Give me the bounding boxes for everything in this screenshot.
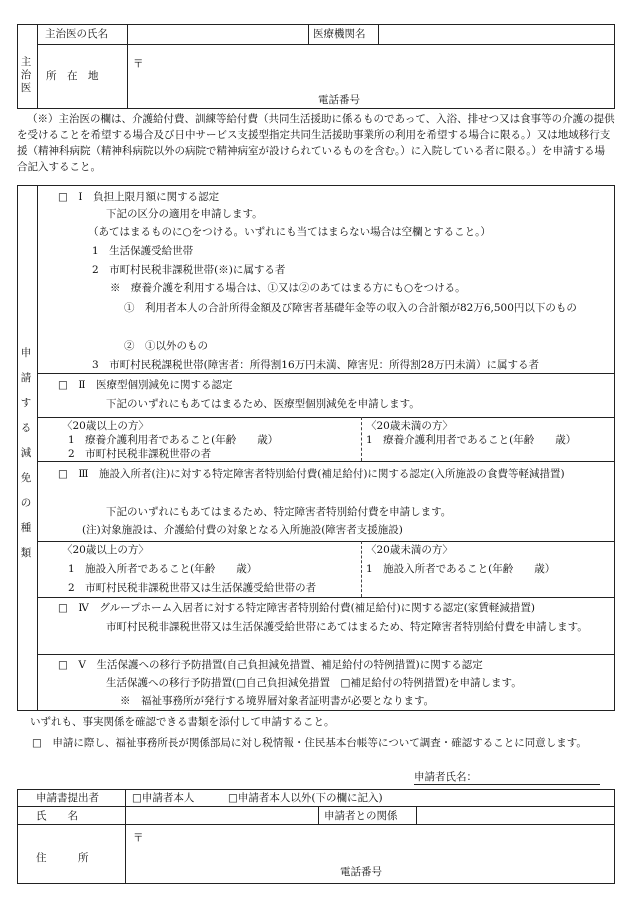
section-2-left-head: 〈20歳以上の方〉 [62,420,149,432]
section-3-left-head: 〈20歳以上の方〉 [62,544,149,556]
section-3-line: 下記のいずれにもあてはまるため、特定障害者特別給付費を申請します。 [106,506,452,518]
divider [37,24,38,109]
physician-side-char: 医 [20,82,32,94]
section-3-right-head: 〈20歳未満の方〉 [366,544,453,556]
section-1-sub: ① 利用者本人の合計所得金額及び障害者基礎年金等の収入の合計額が82万6,500円以下のもの [124,302,577,314]
section-1-line: （あてはまるものに○をつける。いずれにも当てはまらない場合は空欄とすること。） [88,226,491,238]
divider [127,24,128,44]
divider [416,806,417,824]
physician-name-label: 主治医の氏名 [45,28,108,40]
submitter-phone-label: 電話番号 [340,866,382,878]
divider [308,24,309,44]
side-char: 申 [20,347,32,359]
postal-mark: 〒 [133,58,144,70]
divider [37,597,615,598]
section-1-note: ※ 療養介護を利用する場合は、①又は②のあてはまる方にも○をつける。 [110,282,466,294]
section-1-item: 3 市町村民税課税世帯(障害者：所得割16万円未満、障害児：所得割28万円未満）に属する者 [92,359,539,371]
section-3-left-item: 1 施設入所者であること(年齢 歳） [68,563,258,575]
section-5-title[interactable]: □ Ⅴ 生活保護への移行予防措置(自己負担減免措置、補足給付の特例措置)に関する認定 [58,659,483,671]
side-char: す [20,397,32,409]
divider [127,44,128,109]
section-3-left-item: 2 市町村民税非課税世帯又は生活保護受給世帯の者 [68,582,317,594]
divider [37,44,615,45]
column-divider [361,541,362,597]
section-4-title[interactable]: □ Ⅳ グループホーム入居者に対する特定障害者特別給付費(補足給付)に関する認定(家賃軽減措置) [58,602,535,614]
divider [37,373,615,374]
physician-phone-label: 電話番号 [318,94,360,106]
relation-label: 申請者との関係 [324,810,398,822]
side-char: 請 [20,372,32,384]
consent-checkbox[interactable]: □ 申請に際し、福祉事務所長が関係部局に対し税情報・住民基本台帳等について調査・確認することに同意します。 [32,737,587,749]
institution-label: 医療機関名 [313,28,366,40]
section-1-line: 下記の区分の適用を申請します。 [106,208,263,220]
side-char: 類 [20,547,32,559]
divider [125,789,126,884]
submitter-address-label: 住 所 [36,852,89,864]
section-3-line: (注)対象施設は、介護給付費の対象となる入所施設(障害者支援施設) [82,524,403,536]
postal-mark: 〒 [133,832,144,844]
section-1-item: 2 市町村民税非課税世帯(※)に属する者 [92,264,286,276]
section-2-right-head: 〈20歳未満の方〉 [366,420,453,432]
submitter-name-label: 氏 名 [36,810,78,822]
physician-side-char: 主 [20,56,32,68]
section-5-line: 生活保護への移行予防措置(□自己負担減免措置 □補足給付の特例措置)を申請します。 [106,677,522,689]
section-4-line: 市町村民税非課税世帯又は生活保護受給世帯にあてはまるため、特定障害者特別給付費を申請します。 [106,621,588,633]
column-divider [361,417,362,461]
section-1-item: 1 生活保護受給世帯 [92,245,194,257]
submitter-label: 申請書提出者 [36,792,99,804]
divider [17,806,615,807]
section-3-right-item: 1 施設入所者であること(年齢 歳） [366,563,556,575]
side-char: 減 [20,447,32,459]
side-char: 種 [20,522,32,534]
divider [37,185,38,711]
side-char: る [20,422,32,434]
section-2-right-item: 1 療養介護利用者であること(年齢 歳） [366,434,577,446]
side-char: の [20,497,32,509]
section-3-title[interactable]: □ Ⅲ 施設入所者(注)に対する特定障害者特別給付費(補足給付)に関する認定(入所施設の食費等軽減措置) [58,468,565,480]
submitter-other-checkbox[interactable]: □申請者本人以外(下の欄に記入) [228,792,383,804]
divider [37,417,615,418]
section-2-left-item: 1 療養介護利用者であること(年齢 歳） [68,434,279,446]
physician-note: （※）主治医の欄は、介護給付費、訓練等給付費（共同生活援助に係るものであって、入浴、排せつ又は食事等の介護の提供を受けることを希望する場合及び日中サービス支援型指定共同生活援助事業所の利用を希望する場合に限る。）又は地域移行支援（精神科病院（精神科病院以外の病院で精神病室が設けられているものを含む。）に入院している者に限る。）を申請する場合記入すること。 [17,113,615,173]
section-2-line: 下記のいずれにもあてはまるため、医療型個別減免を申請します。 [106,398,420,410]
section-1-title[interactable]: □ Ⅰ 負担上限月額に関する認定 [58,191,220,203]
physician-side-char: 治 [20,69,32,81]
divider [318,806,319,824]
section-5-note: ※ 福祉事務所が発行する境界層対象者証明書が必要となります。 [120,695,435,707]
submitter-self-checkbox[interactable]: □申請者本人 [132,792,195,804]
divider [378,24,379,44]
side-char: 免 [20,472,32,484]
divider [37,541,615,542]
divider [17,824,615,825]
applicant-name-field[interactable]: 申請者氏名： [414,771,600,785]
footer-note: いずれも、事実関係を確認できる書類を添付して申請すること。 [30,716,335,728]
divider [37,654,615,655]
divider [37,461,615,462]
section-1-sub: ② ①以外のもの [124,340,208,352]
section-2-title[interactable]: □ Ⅱ 医療型個別減免に関する認定 [58,379,233,391]
physician-address-label: 所 在 地 [46,70,99,82]
section-2-left-item: 2 市町村民税非課税世帯の者 [68,448,212,460]
